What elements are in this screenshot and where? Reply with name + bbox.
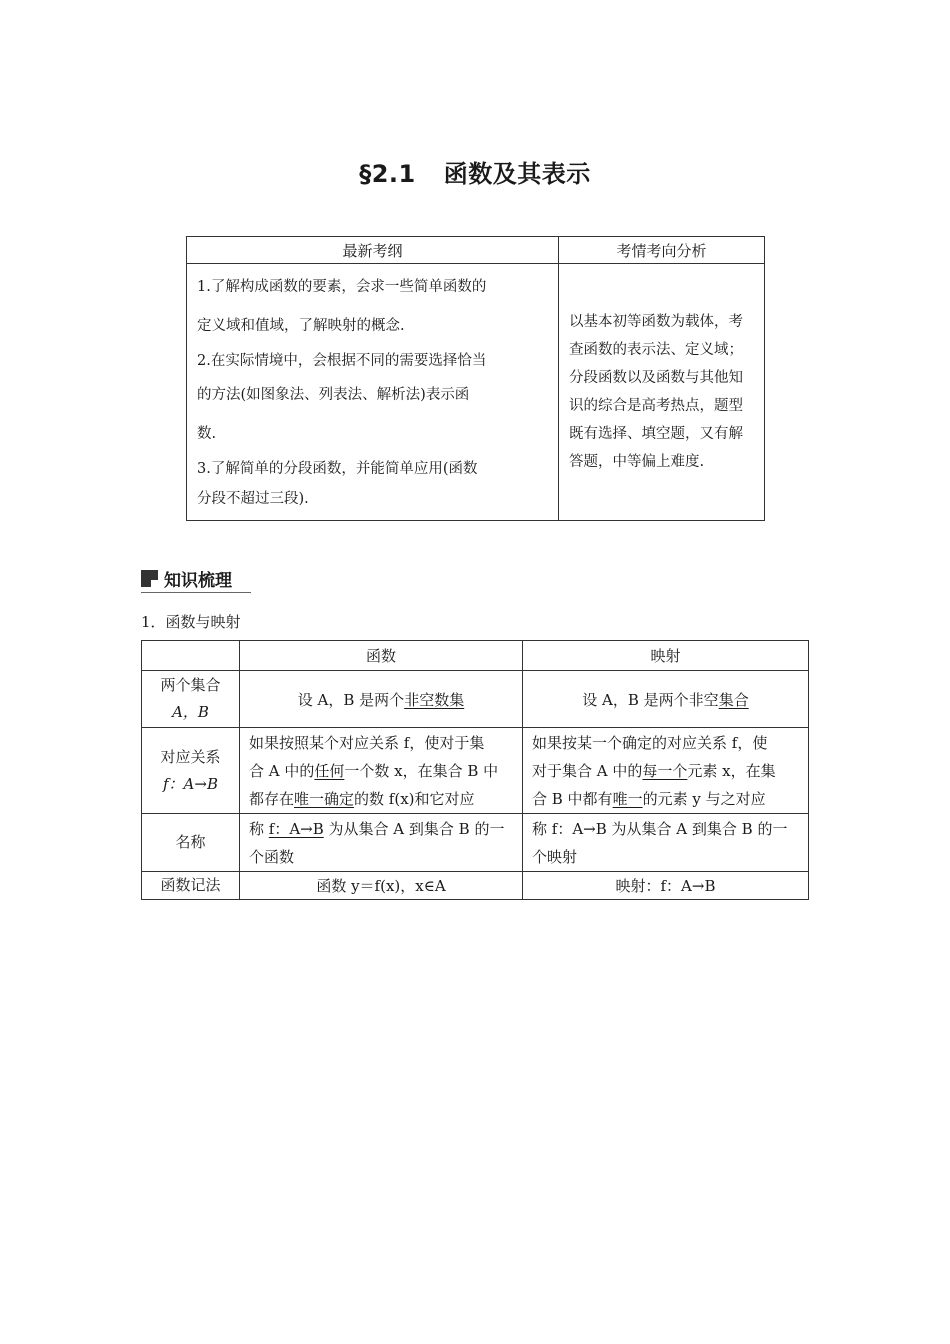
analysis-line: 既有选择、填空题，又有解 (569, 426, 743, 442)
syllabus-cell (187, 264, 559, 521)
cell-text: 一个数 x，在集合 B 中 (344, 761, 499, 780)
row-label-sets (142, 671, 240, 728)
section-number: §2.1 (359, 160, 416, 188)
section-heading (141, 565, 232, 591)
section-heading-text: 知识梳理 (164, 570, 232, 591)
underlined-term: 任何 (314, 761, 345, 780)
cell-text: 对于集合 A 中的 (532, 761, 643, 780)
cell-text: 元素 x，在集 (687, 761, 776, 780)
cell-text: 的元素 y 与之对应 (642, 789, 766, 808)
cell-function-notation: 函数 y＝f(x)，x∈A (240, 872, 523, 900)
outline-header-syllabus: 最新考纲 (187, 237, 559, 264)
underlined-term: 非空数集 (404, 690, 465, 709)
underlined-term: 唯一确定 (294, 789, 355, 808)
section-underline (141, 592, 251, 593)
cell-mapping-notation: 映射：f：A→B (523, 872, 809, 900)
subheading: 1．函数与映射 (141, 613, 241, 631)
cell-line: 个映射 (532, 847, 578, 866)
analysis-cell (559, 264, 765, 521)
cell-text: 称 (249, 819, 269, 838)
cell-text: 的数 f(x)和它对应 (354, 789, 475, 808)
row-label-correspondence (142, 728, 240, 814)
cell-function-name (240, 814, 523, 872)
row-label-notation: 函数记法 (142, 872, 240, 900)
cell-line: 如果按照某个对应关系 f，使对于集 (249, 733, 485, 752)
outline-header-analysis: 考情考向分析 (559, 237, 765, 264)
section-square-icon (141, 570, 158, 587)
cell-line (249, 757, 514, 785)
analysis-line: 查函数的表示法、定义域； (569, 342, 743, 358)
syllabus-line: 数. (197, 426, 217, 442)
cell-function-correspondence (240, 728, 523, 814)
underlined-term: 集合 (718, 690, 749, 709)
cell-line (532, 757, 800, 785)
analysis-line: 以基本初等函数为载体，考 (569, 314, 743, 330)
cell-line (249, 785, 514, 813)
cell-line: 称 f：A→B 为从集合 A 到集合 B 的一 (532, 819, 788, 838)
table-corner (142, 641, 240, 671)
title-text: 函数及其表示 (443, 160, 591, 188)
cell-mapping-correspondence (523, 728, 809, 814)
function-mapping-table (141, 640, 809, 900)
cell-text: 合 A 中的 (249, 761, 315, 780)
analysis-line: 分段函数以及函数与其他知 (569, 370, 743, 386)
outline-table (186, 236, 765, 521)
label-line: f：A→B (163, 774, 218, 793)
analysis-line: 答题，中等偏上难度. (569, 454, 705, 470)
row-label-name: 名称 (142, 814, 240, 872)
syllabus-line: 定义域和值域，了解映射的概念. (197, 318, 405, 334)
cell-text: 合 B 中都有 (532, 789, 613, 808)
label-line: 两个集合 (160, 676, 221, 694)
syllabus-line: 的方法(如图象法、列表法、解析法)表示函 (197, 387, 470, 403)
header-mapping: 映射 (523, 641, 809, 671)
cell-text: 都存在 (249, 789, 295, 808)
cell-text: 为从集合 A 到集合 B 的一 (323, 819, 505, 838)
cell-mapping-name (523, 814, 809, 872)
cell-line (249, 815, 514, 843)
cell-text: 设 A，B 是两个 (297, 690, 405, 709)
syllabus-line: 2.在实际情境中，会根据不同的需要选择恰当 (197, 353, 487, 369)
syllabus-line: 分段不超过三段). (197, 491, 309, 507)
syllabus-line: 3.了解简单的分段函数，并能简单应用(函数 (197, 461, 478, 477)
cell-function-sets (240, 671, 523, 728)
header-function: 函数 (240, 641, 523, 671)
cell-text: 设 A，B 是两个非空 (582, 690, 719, 709)
cell-line: 如果按某一个确定的对应关系 f，使 (532, 733, 768, 752)
label-line: 对应关系 (160, 747, 221, 766)
underlined-term: 唯一 (612, 789, 643, 808)
underlined-term: f：A→B (268, 819, 324, 838)
page-title (0, 154, 950, 189)
syllabus-line: 1.了解构成函数的要素，会求一些简单函数的 (197, 279, 487, 295)
analysis-line: 识的综合是高考热点，题型 (569, 398, 743, 414)
cell-line: 个函数 (249, 847, 295, 866)
cell-mapping-sets (523, 671, 809, 728)
underlined-term: 每一个 (642, 761, 688, 780)
cell-line (532, 785, 800, 813)
label-line: A，B (172, 703, 209, 721)
